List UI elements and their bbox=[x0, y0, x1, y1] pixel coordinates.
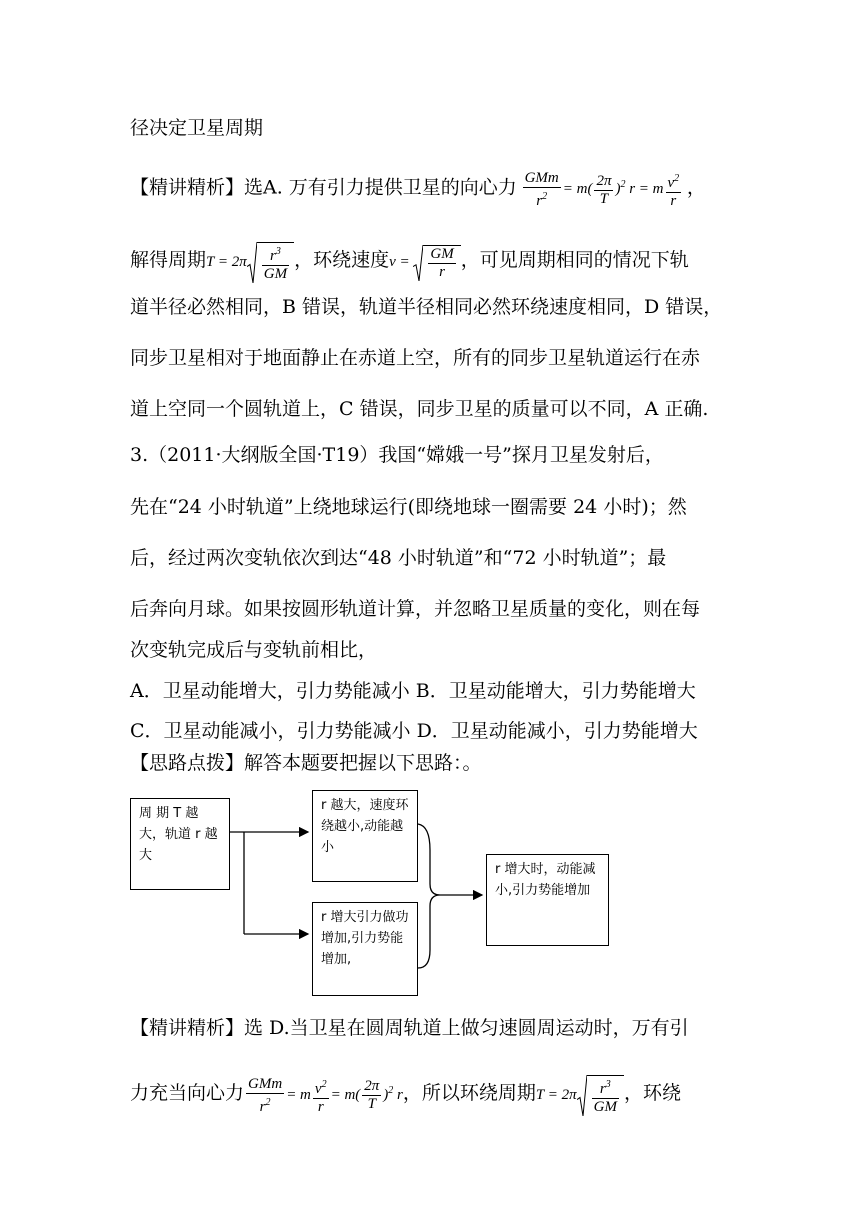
last-mid: ，所以环绕周期 bbox=[402, 1081, 536, 1104]
formula-centripetal-2: $\frac{\text{GMm}}{r^2}$ = m $\frac{v^2}{r}$ = m( $\frac{2\pi}{T}$ )$^2$ r bbox=[248, 1075, 403, 1115]
text-line-1: 径决定卫星周期 bbox=[130, 117, 264, 139]
text-line-7: 3.（2011·大纲版全国·T19）我国“嫦娥一号”探月卫星发射后， bbox=[130, 444, 664, 466]
diagram-box-result: r 增大时，动能减小,引力势能增加 bbox=[486, 854, 609, 946]
formula-period: T = 2π $\frac{r^3}{GM}$ bbox=[206, 254, 294, 270]
option-c-d: C．卫星动能减小，引力势能减小 D．卫星动能减小，引力势能增大 bbox=[130, 720, 698, 742]
line-3-prefix: 解得周期 bbox=[130, 248, 207, 271]
diagram-box-period: 周 期 T 越大，轨道 r 越大 bbox=[130, 798, 230, 890]
last-prefix: 力充当向心力 bbox=[130, 1081, 245, 1104]
option-a-b: A．卫星动能增大，引力势能减小 B．卫星动能增大，引力势能增大 bbox=[130, 680, 696, 702]
text-line-8: 先在“24 小时轨道”上绕地球运行(即绕地球一圈需要 24 小时)；然 bbox=[130, 496, 687, 518]
text-line-11: 次变轨完成后与变轨前相比， bbox=[130, 639, 378, 661]
text-line-4: 道半径必然相同，B 错误，轨道半径相同必然环绕速度相同，D 错误， bbox=[130, 296, 723, 318]
text-line-6: 道上空同一个圆轨道上，C 错误，同步卫星的质量可以不同，A 正确. bbox=[130, 398, 709, 420]
formula-velocity: v = $\frac{GM}{r}$ bbox=[389, 254, 461, 270]
text-line-answer: 【精讲精析】选 D.当卫星在圆周轨道上做匀速圆周运动时，万有引 bbox=[130, 1017, 689, 1039]
text-line-5: 同步卫星相对于地面静止在赤道上空，所有的同步卫星轨道运行在赤 bbox=[130, 347, 701, 369]
formula-period-2: T = 2π $\frac{r^3}{GM}$ bbox=[536, 1087, 624, 1103]
formula-gravity-centripetal: $\frac{\text{GMm}}{r^2}$ = m( $\frac{2\pi}{T}$ )$^2$ r = m $\frac{v^2}{r}$ bbox=[524, 170, 680, 209]
text-line-last bbox=[130, 1075, 681, 1116]
brace-connector bbox=[418, 824, 440, 968]
line-2-suffix: ， bbox=[686, 176, 706, 199]
text-line-9: 后，经过两次变轨依次到达“48 小时轨道”和“72 小时轨道”；最 bbox=[130, 547, 667, 569]
hint-line: 【思路点拨】解答本题要把握以下思路：。 bbox=[130, 752, 482, 774]
diagram-box-speed: r 越大，速度环绕越小,动能越小 bbox=[312, 790, 418, 882]
line-3-mid: ，环绕速度 bbox=[294, 248, 390, 271]
text-line-10: 后奔向月球。如果按圆形轨道计算，并忽略卫星质量的变化，则在每 bbox=[130, 598, 701, 620]
line-3-suffix: ，可见周期相同的情况下轨 bbox=[460, 248, 689, 271]
last-suffix: ，环绕 bbox=[623, 1081, 681, 1104]
diagram-box-work: r 增大引力做功增加,引力势能增加, bbox=[312, 902, 418, 996]
analysis-a-prefix: 【精讲精析】选A. 万有引力提供卫星的向心力 bbox=[130, 176, 517, 199]
